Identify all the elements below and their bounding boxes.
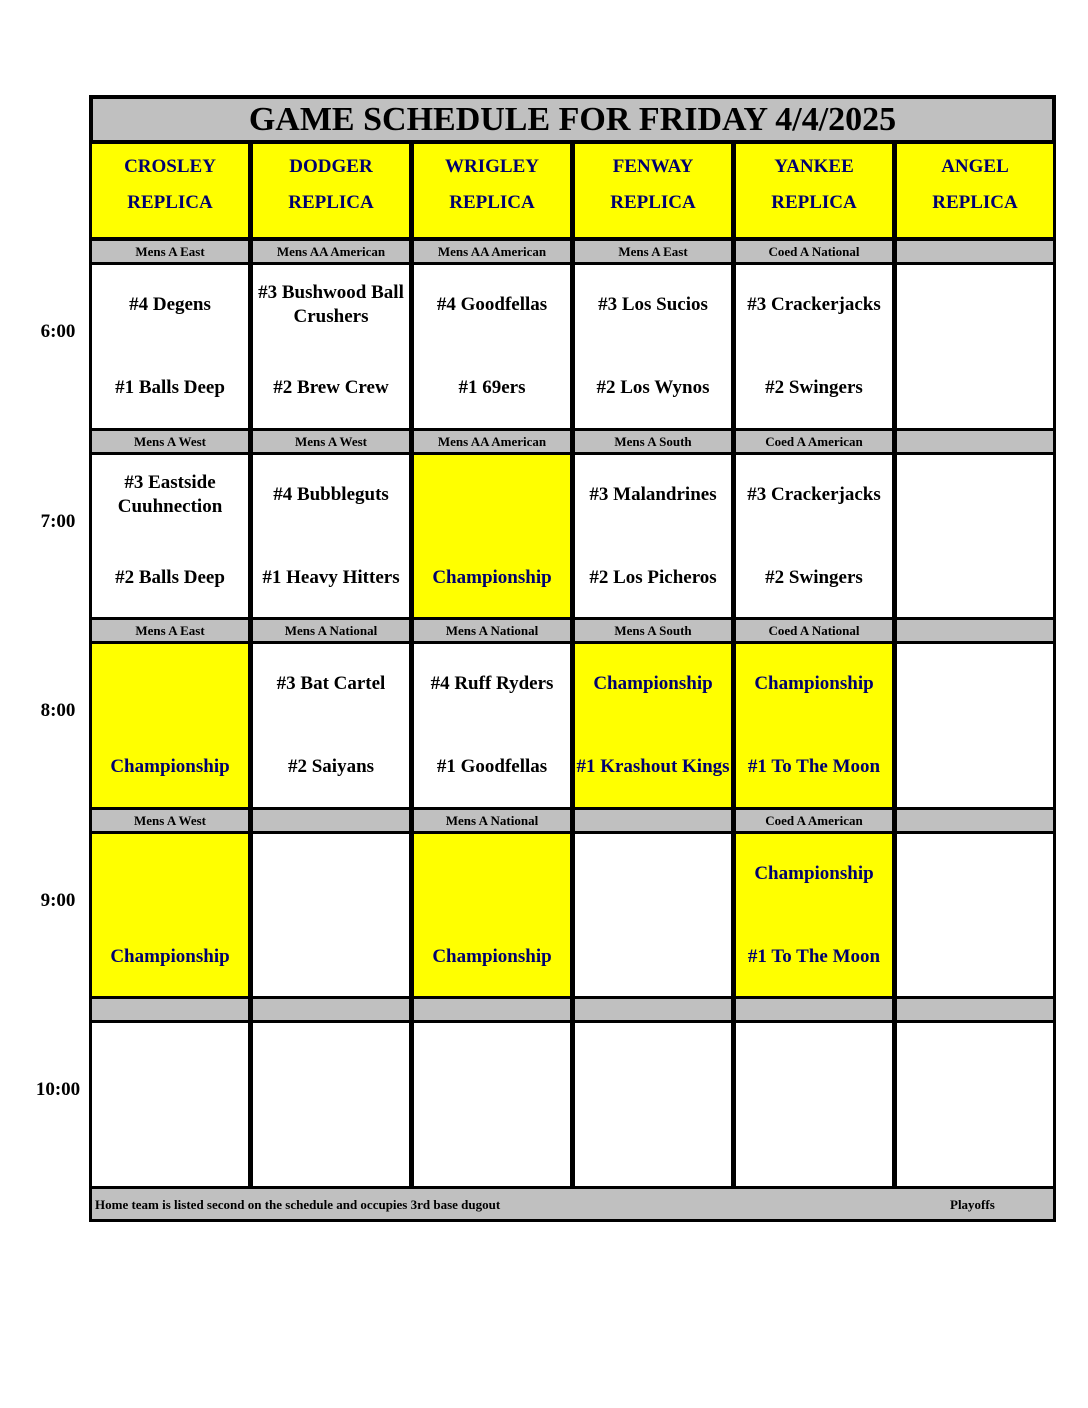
- schedule-footer: [89, 1186, 1056, 1222]
- game-cell: [894, 1020, 1056, 1189]
- division-label: [894, 807, 1056, 834]
- home-team: #1 To The Moon: [747, 756, 881, 777]
- home-team: [897, 348, 1053, 428]
- game-cell: [411, 452, 573, 621]
- home-team: #1 To The Moon: [747, 946, 881, 967]
- division-label: Mens A West: [250, 428, 412, 455]
- away-team: Championship: [754, 863, 874, 884]
- home-team: [736, 1106, 892, 1186]
- home-team: #1 Krashout Kings: [576, 756, 730, 777]
- division-label: Coed A American: [733, 807, 895, 834]
- game-cell: [250, 262, 412, 431]
- field-name: WRIGLEY: [445, 156, 539, 177]
- division-label: Mens A East: [89, 617, 251, 644]
- division-label: Coed A American: [733, 428, 895, 455]
- division-label: [572, 807, 734, 834]
- game-cell: [411, 831, 573, 1000]
- division-label: [250, 807, 412, 834]
- away-team: [897, 644, 1053, 724]
- time-label: 7:00: [40, 511, 76, 532]
- home-team: #2 Los Wynos: [596, 377, 710, 398]
- away-team: [897, 265, 1053, 345]
- field-type: REPLICA: [127, 192, 213, 213]
- schedule-title: GAME SCHEDULE FOR FRIDAY 4/4/2025: [89, 95, 1056, 144]
- field-name: CROSLEY: [124, 156, 216, 177]
- time-label: 6:00: [40, 321, 76, 342]
- field-type: REPLICA: [288, 192, 374, 213]
- away-team: #3 Eastside Cuuhnection: [117, 472, 223, 517]
- away-team: [897, 1023, 1053, 1103]
- home-team: [253, 1106, 409, 1186]
- division-label: Coed A National: [733, 238, 895, 265]
- game-cell: [572, 831, 734, 1000]
- field-type: REPLICA: [932, 192, 1018, 213]
- field-type: REPLICA: [449, 192, 535, 213]
- home-team: Championship: [110, 946, 230, 967]
- away-team: [575, 834, 731, 914]
- home-team: #2 Brew Crew: [273, 377, 389, 398]
- game-cell: [411, 641, 573, 810]
- division-label: Mens A National: [411, 617, 573, 644]
- field-header: [89, 141, 251, 240]
- field-name: FENWAY: [612, 156, 694, 177]
- away-team: [253, 834, 409, 914]
- away-team: #3 Los Sucios: [598, 294, 708, 315]
- division-label: Mens A National: [411, 807, 573, 834]
- playoffs-legend: Playoffs: [950, 1197, 995, 1212]
- game-cell: [572, 641, 734, 810]
- away-team: #4 Bubbleguts: [273, 484, 389, 505]
- game-cell: [733, 831, 895, 1000]
- away-team: [253, 1023, 409, 1103]
- away-team: Championship: [593, 673, 713, 694]
- game-cell: [572, 1020, 734, 1189]
- division-label: Mens A National: [250, 617, 412, 644]
- game-cell: [894, 262, 1056, 431]
- away-team: [897, 455, 1053, 535]
- game-cell: [733, 262, 895, 431]
- home-team: #1 Balls Deep: [115, 377, 225, 398]
- division-label: [250, 996, 412, 1023]
- division-label: Mens A East: [572, 238, 734, 265]
- time-label: 10:00: [35, 1079, 81, 1100]
- division-label: [894, 617, 1056, 644]
- game-cell: [894, 641, 1056, 810]
- field-name: ANGEL: [941, 156, 1009, 177]
- home-team: Championship: [432, 946, 552, 967]
- home-team: Championship: [432, 567, 552, 588]
- home-team: [897, 1106, 1053, 1186]
- home-team: #1 69ers: [458, 377, 526, 398]
- field-header: [733, 141, 895, 240]
- away-team: #3 Malandrines: [589, 484, 717, 505]
- field-name: YANKEE: [774, 156, 854, 177]
- division-label: Mens AA American: [411, 428, 573, 455]
- away-team: [92, 644, 248, 724]
- game-cell: [89, 262, 251, 431]
- division-label: Mens A West: [89, 428, 251, 455]
- game-cell: [411, 262, 573, 431]
- away-team: [414, 1023, 570, 1103]
- game-cell: [89, 641, 251, 810]
- home-team: #2 Los Picheros: [589, 567, 717, 588]
- division-label: Mens A East: [89, 238, 251, 265]
- game-cell: [572, 262, 734, 431]
- away-team: #4 Degens: [129, 294, 211, 315]
- away-team: #4 Goodfellas: [436, 294, 548, 315]
- home-team: #2 Saiyans: [287, 756, 375, 777]
- field-header: [894, 141, 1056, 240]
- division-label: Mens AA American: [411, 238, 573, 265]
- game-cell: [733, 641, 895, 810]
- division-label: [89, 996, 251, 1023]
- home-team: [897, 727, 1053, 807]
- game-cell: [894, 452, 1056, 621]
- division-label: [572, 996, 734, 1023]
- field-type: REPLICA: [771, 192, 857, 213]
- home-team: #2 Balls Deep: [115, 567, 225, 588]
- away-team: Championship: [754, 673, 874, 694]
- home-team: #2 Swingers: [765, 567, 863, 588]
- home-team: [897, 917, 1053, 997]
- field-header: [572, 141, 734, 240]
- field-type: REPLICA: [610, 192, 696, 213]
- away-team: [92, 1023, 248, 1103]
- home-team: [92, 1106, 248, 1186]
- field-name: DODGER: [289, 156, 373, 177]
- game-cell: [733, 452, 895, 621]
- home-team: #1 Heavy Hitters: [262, 567, 400, 588]
- division-label: Mens A South: [572, 428, 734, 455]
- away-team: #4 Ruff Ryders: [430, 673, 554, 694]
- division-label: [894, 996, 1056, 1023]
- field-header: [250, 141, 412, 240]
- game-cell: [411, 1020, 573, 1189]
- home-team: [575, 917, 731, 997]
- game-cell: [572, 452, 734, 621]
- division-label: [411, 996, 573, 1023]
- division-label: Mens A West: [89, 807, 251, 834]
- game-cell: [250, 1020, 412, 1189]
- game-cell: [733, 1020, 895, 1189]
- time-label: 9:00: [40, 890, 76, 911]
- away-team: [575, 1023, 731, 1103]
- home-team: #2 Swingers: [765, 377, 863, 398]
- division-label: [894, 428, 1056, 455]
- division-label: Mens A South: [572, 617, 734, 644]
- division-label: [733, 996, 895, 1023]
- game-cell: [89, 831, 251, 1000]
- away-team: #3 Bushwood Ball Crushers: [258, 282, 404, 327]
- home-team: [897, 538, 1053, 618]
- field-header: [411, 141, 573, 240]
- away-team: [414, 455, 570, 535]
- away-team: [92, 834, 248, 914]
- game-cell: [89, 452, 251, 621]
- home-team: #1 Goodfellas: [436, 756, 548, 777]
- game-cell: [250, 831, 412, 1000]
- division-label: [894, 238, 1056, 265]
- home-team: Championship: [110, 756, 230, 777]
- division-label: Mens AA American: [250, 238, 412, 265]
- home-team: [253, 917, 409, 997]
- away-team: #3 Bat Cartel: [276, 673, 386, 694]
- game-cell: [894, 831, 1056, 1000]
- game-cell: [250, 452, 412, 621]
- division-label: Coed A National: [733, 617, 895, 644]
- away-team: #3 Crackerjacks: [747, 484, 881, 505]
- away-team: [736, 1023, 892, 1103]
- home-team: [414, 1106, 570, 1186]
- home-team: [575, 1106, 731, 1186]
- home-team-note: Home team is listed second on the schedule and occupies 3rd base dugout: [95, 1197, 501, 1212]
- game-cell: [250, 641, 412, 810]
- game-cell: [89, 1020, 251, 1189]
- away-team: [414, 834, 570, 914]
- away-team: #3 Crackerjacks: [747, 294, 881, 315]
- away-team: [897, 834, 1053, 914]
- time-label: 8:00: [40, 700, 76, 721]
